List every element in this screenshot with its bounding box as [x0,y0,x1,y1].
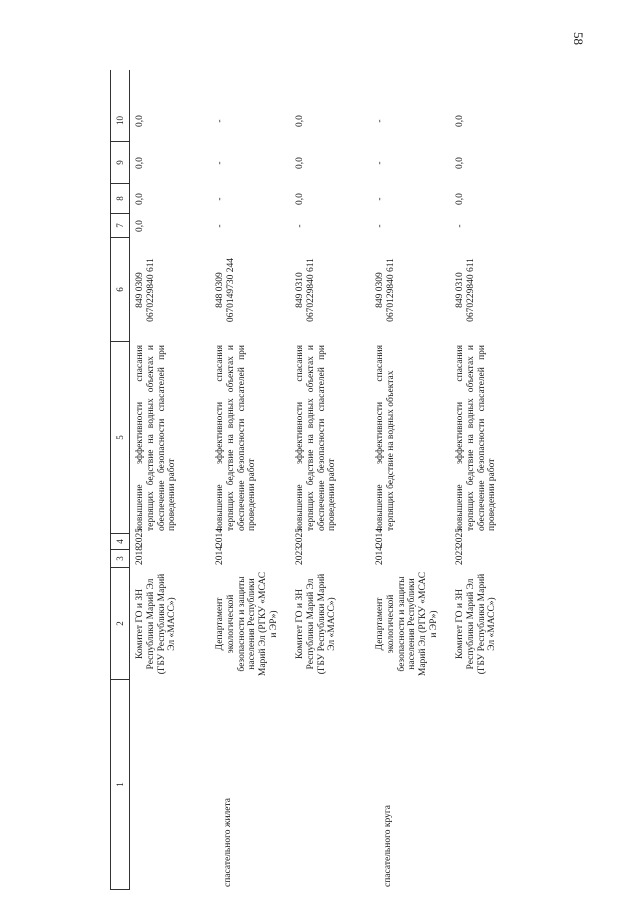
column-header-6: 6 [111,238,129,342]
value-col-7: - [295,224,305,228]
expected-result: повышение эффективности спасания терпящих бедствие на водных объектах [375,345,396,531]
value-col-10: 0,0 [455,115,465,127]
measure-name: спасательного жилета [223,798,233,887]
start-year: 2023 [455,546,465,565]
budget-code-1: 849 0309 [135,272,145,308]
value-col-8: 0,0 [455,193,465,205]
value-col-8: 0,0 [135,193,145,205]
value-col-8: - [215,197,225,201]
end-year: 2025 [295,528,305,547]
budget-table [110,70,595,890]
start-year: 2014 [215,546,225,565]
value-col-7: 0,0 [135,220,145,232]
column-header-10: 10 [111,100,129,142]
executor: Комитет ГО и ЗН Республики Марий Эл (ГБУ Республики Марий Эл «МАСС») [455,573,498,675]
measure-name: спасательного круга [383,805,393,887]
budget-code-1: 848 0309 [215,272,225,308]
expected-result: повышение эффективности спасания терпящих бедствие на водных объектах и обеспечение безопасности спасателей при проведении работ [215,345,258,531]
end-year: 2014 [215,528,225,547]
start-year: 2018 [135,546,145,565]
column-header-5: 5 [111,342,129,534]
budget-code-1: 849 0310 [455,272,465,308]
budget-code-2: 0670129840 611 [386,258,396,322]
budget-code-2: 0670229840 611 [466,258,476,322]
value-col-9: 0,0 [455,157,465,169]
expected-result: повышение эффективности спасания терпящих бедствие на водных объектах и обеспечение безопасности спасателей при проведении работ [455,345,498,531]
executor: Комитет ГО и ЗН Республики Марий Эл (ГБУ Республики Марий Эл «МАСС») [295,573,338,675]
value-col-10: 0,0 [295,115,305,127]
end-year: 2014 [375,528,385,547]
column-header-9: 9 [111,142,129,184]
expected-result: повышение эффективности спасания терпящих бедствие на водных объектах и обеспечение безопасности спасателей при проведении работ [135,345,178,531]
value-col-10: - [215,119,225,123]
column-header-4: 4 [111,534,129,550]
budget-code-1: 849 0310 [295,272,305,308]
end-year: 2025 [455,528,465,547]
column-header-8: 8 [111,184,129,214]
value-col-7: - [215,224,225,228]
value-col-9: - [215,161,225,165]
column-header-1: 1 [111,680,129,890]
table-body [110,70,596,890]
column-header-7: 7 [111,214,129,238]
budget-code-1: 849 0309 [375,272,385,308]
budget-code-2: 0670229840 611 [146,258,156,322]
executor: Комитет ГО и ЗН Республики Марий Эл (ГБУ Республики Марий Эл «МАСС») [135,573,178,675]
value-col-7: - [375,224,385,228]
column-header-3: 3 [111,550,129,568]
budget-code-2: 0670149730 244 [226,257,236,323]
end-year: 2025 [135,528,145,547]
value-col-9: 0,0 [135,157,145,169]
page-number: 58 [571,32,586,45]
executor: Департамент экологической безопасности и защиты населения Республики Марий Эл (РГКУ «МСАС и ЭР») [375,571,439,677]
executor: Департамент экологической безопасности и защиты населения Республики Марий Эл (РГКУ «МСАС и ЭР») [215,571,279,677]
value-col-8: - [375,197,385,201]
table-header-row [111,70,130,890]
value-col-10: - [375,119,385,123]
value-col-10: 0,0 [135,115,145,127]
start-year: 2023 [295,546,305,565]
budget-code-2: 0670229840 611 [306,258,316,322]
expected-result: повышение эффективности спасания терпящих бедствие на водных объектах и обеспечение безопасности спасателей при проведении работ [295,345,338,531]
value-col-9: 0,0 [295,157,305,169]
value-col-8: 0,0 [295,193,305,205]
column-header-2: 2 [111,568,129,680]
value-col-9: - [375,161,385,165]
start-year: 2014 [375,546,385,565]
value-col-7: - [455,224,465,228]
